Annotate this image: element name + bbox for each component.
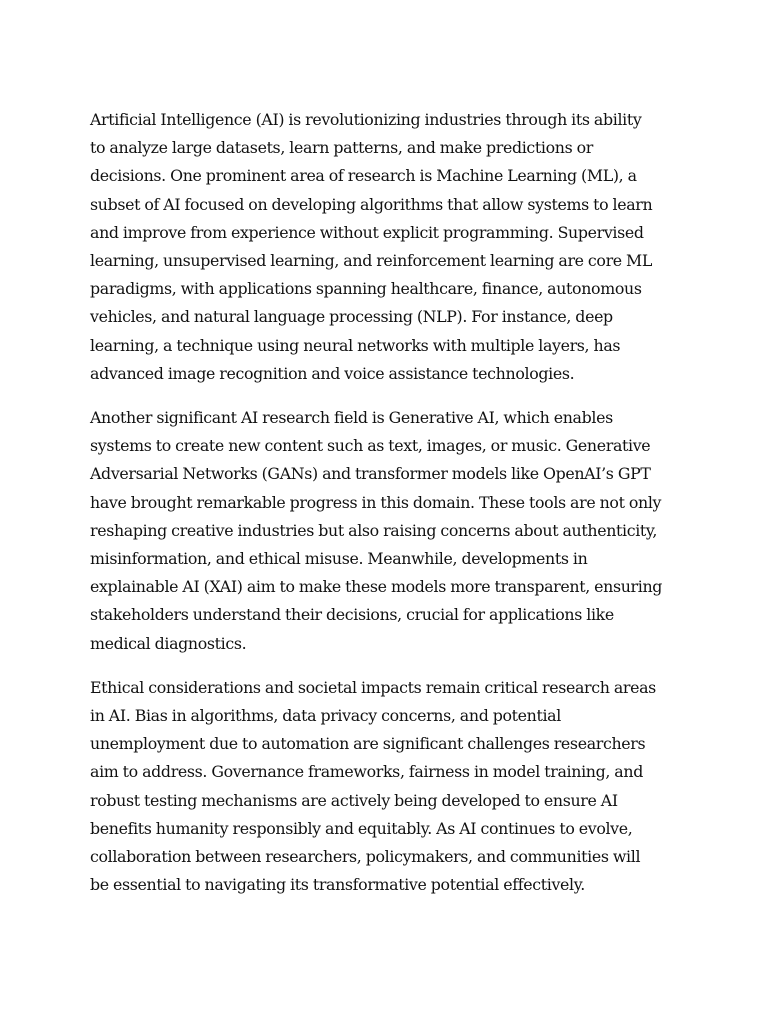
text-line: misinformation, and ethical misuse. Meanwhile, developments in <box>90 549 588 569</box>
text-line: collaboration between researchers, policymakers, and communities will <box>90 847 641 867</box>
text-line: Another significant AI research field is Generative AI, which enables <box>90 408 613 428</box>
text-line: advanced image recognition and voice assistance technologies. <box>90 363 575 383</box>
text-line: and improve from experience without explicit programming. Supervised <box>90 222 644 242</box>
paragraph-ethics <box>90 674 690 900</box>
text-line: explainable AI (XAI) aim to make these models more transparent, ensuring <box>90 577 663 597</box>
document-body <box>90 106 690 915</box>
text-line: aim to address. Governance frameworks, fairness in model training, and <box>90 762 643 782</box>
text-line: benefits humanity responsibly and equitably. As AI continues to evolve, <box>90 818 633 838</box>
text-line: have brought remarkable progress in this domain. These tools are not only <box>90 492 662 512</box>
text-line: vehicles, and natural language processing (NLP). For instance, deep <box>90 307 613 327</box>
text-line: in AI. Bias in algorithms, data privacy concerns, and potential <box>90 706 561 726</box>
text-line: decisions. One prominent area of research is Machine Learning (ML), a <box>90 166 637 186</box>
text-line: systems to create new content such as text, images, or music. Generative <box>90 436 651 456</box>
text-line: robust testing mechanisms are actively being developed to ensure AI <box>90 790 618 810</box>
text-line: learning, a technique using neural networks with multiple layers, has <box>90 335 621 355</box>
paragraph-ai-overview <box>90 106 690 388</box>
text-line: Artificial Intelligence (AI) is revolutionizing industries through its ability <box>90 110 642 129</box>
text-line: reshaping creative industries but also raising concerns about authenticity, <box>90 520 658 540</box>
paragraph-generative-ai <box>90 404 690 658</box>
text-line: medical diagnostics. <box>90 633 247 653</box>
text-line: subset of AI focused on developing algorithms that allow systems to learn <box>90 194 653 214</box>
text-line: stakeholders understand their decisions, crucial for applications like <box>90 605 614 625</box>
text-line: be essential to navigating its transformative potential effectively. <box>90 875 585 895</box>
text-line: paradigms, with applications spanning healthcare, finance, autonomous <box>90 279 642 299</box>
text-line: unemployment due to automation are significant challenges researchers <box>90 734 646 754</box>
text-line: Adversarial Networks (GANs) and transformer models like OpenAI’s GPT <box>90 464 651 484</box>
text-line: to analyze large datasets, learn patterns, and make predictions or <box>90 138 593 158</box>
text-line: learning, unsupervised learning, and reinforcement learning are core ML <box>90 251 653 271</box>
text-line: Ethical considerations and societal impacts remain critical research areas <box>90 677 656 697</box>
